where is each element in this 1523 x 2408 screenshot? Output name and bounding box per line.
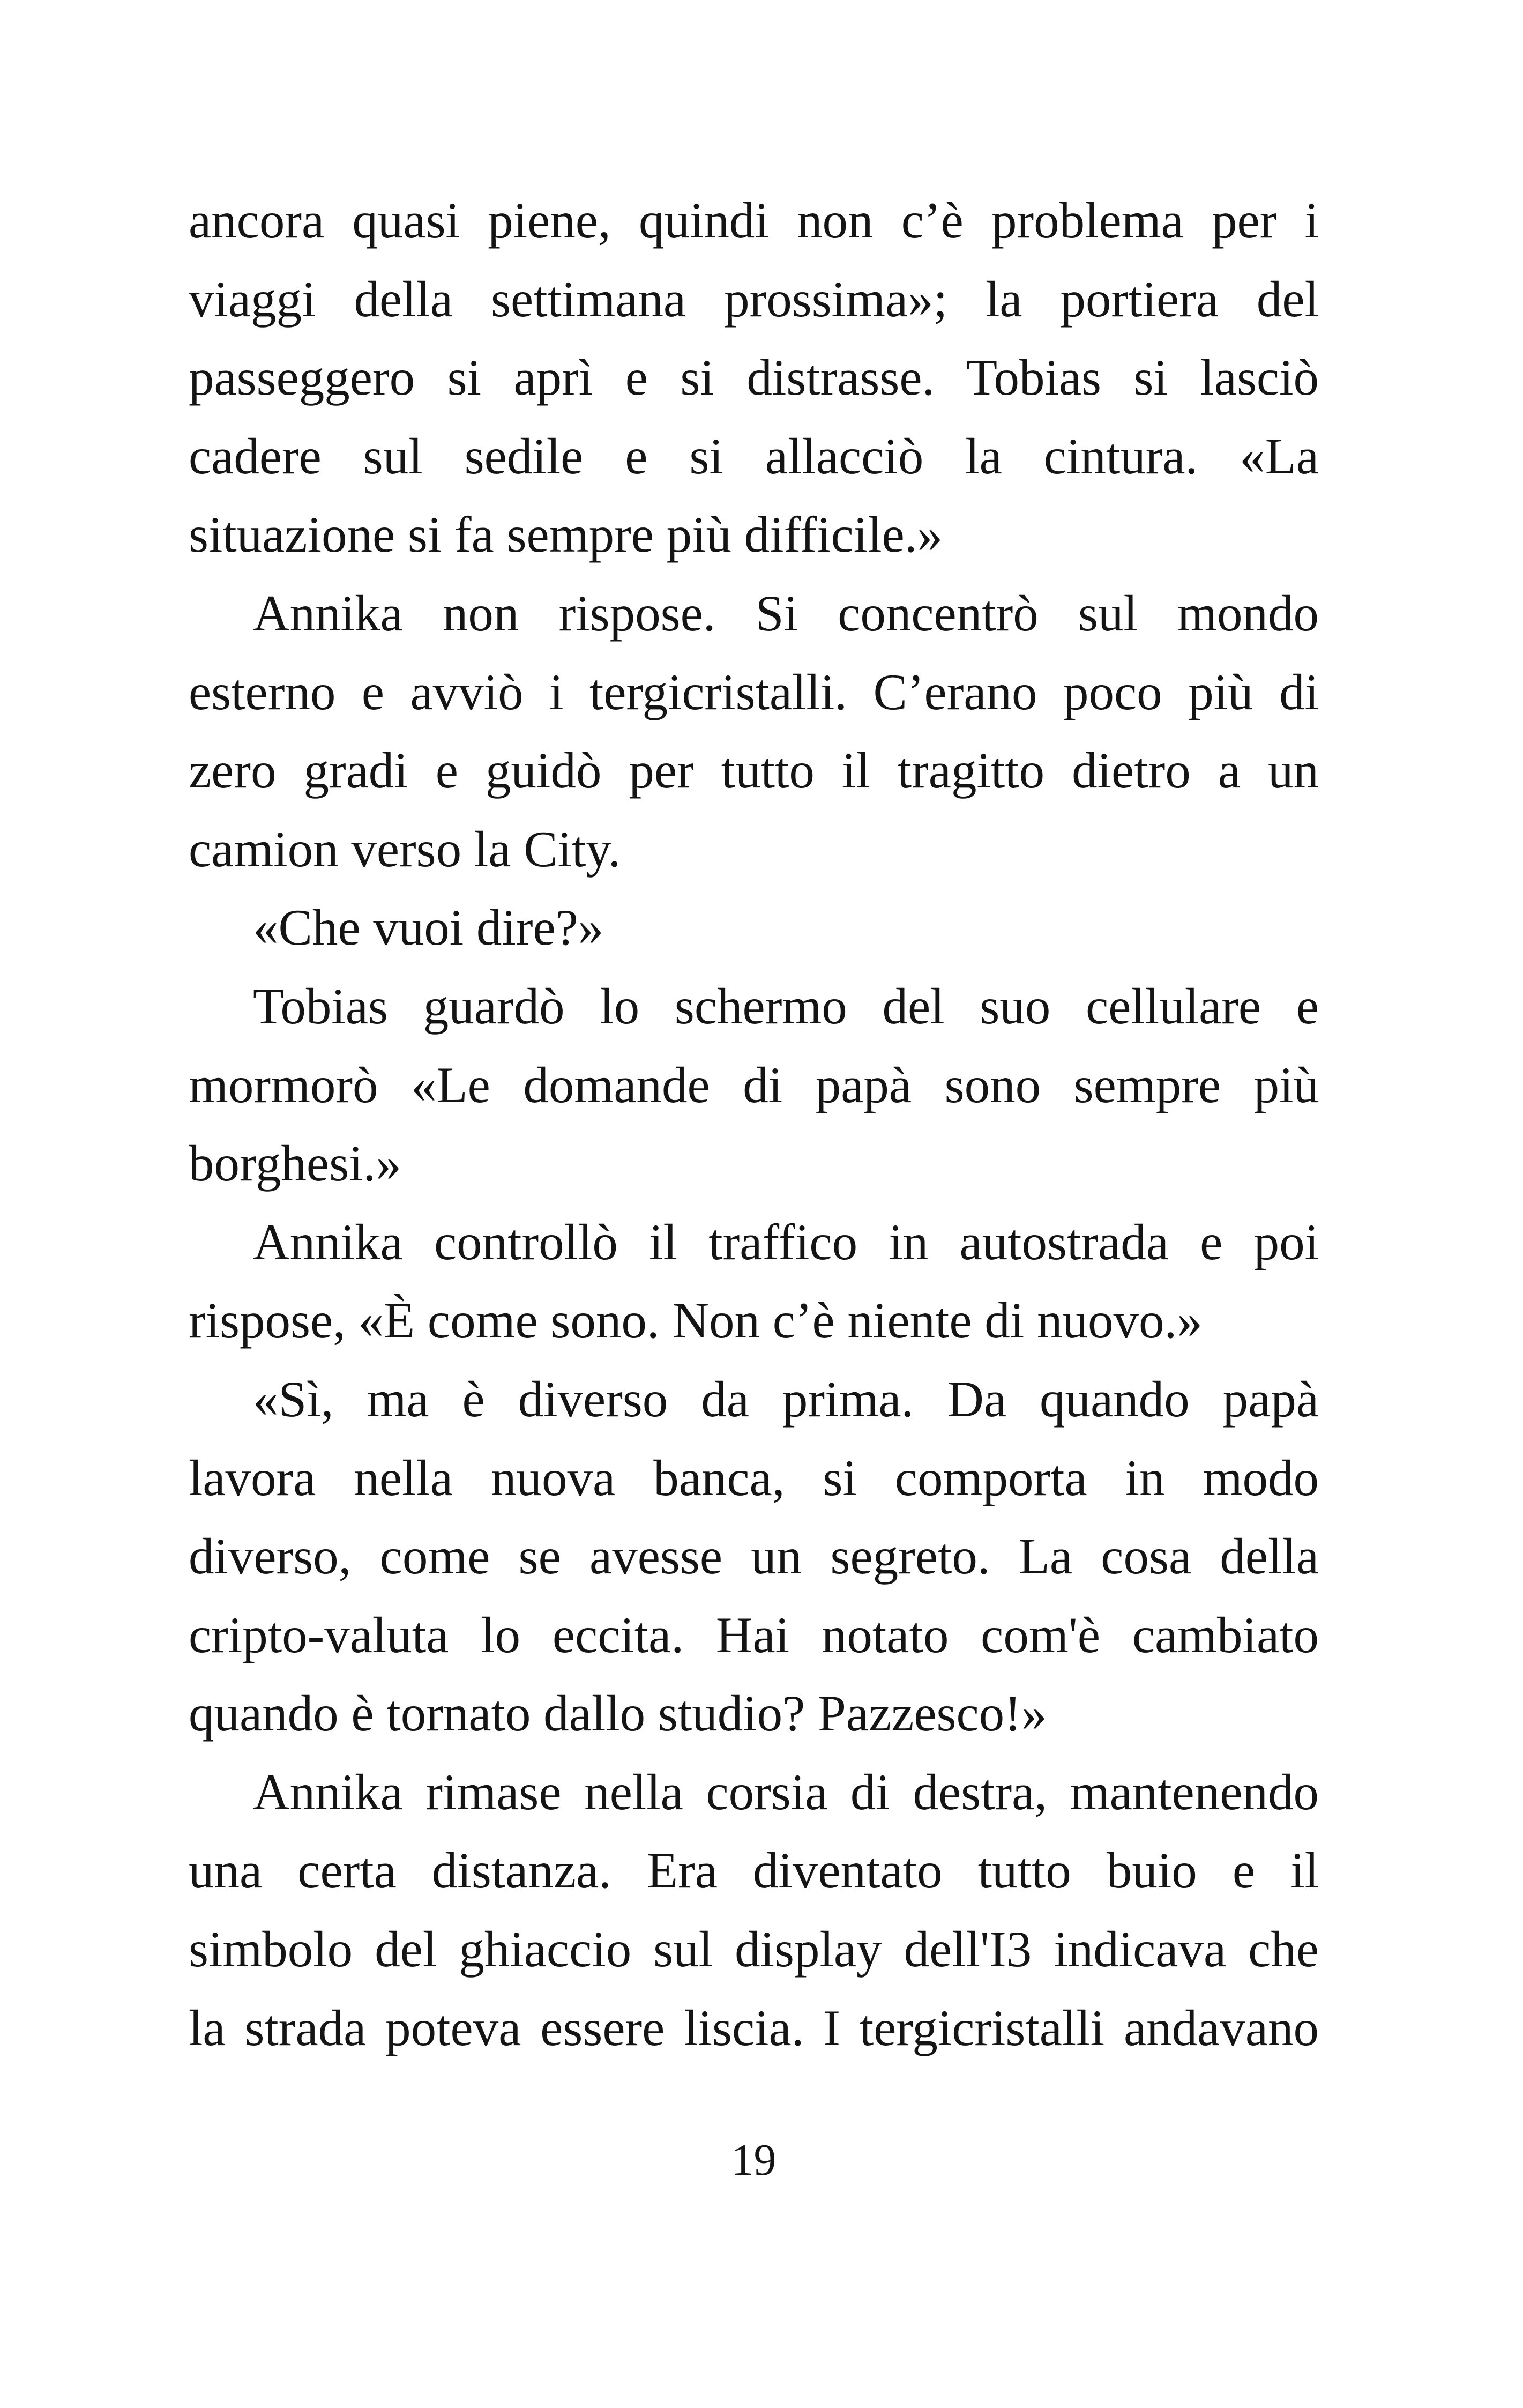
text-line: la strada poteva essere liscia. I tergicristalli andavano bbox=[189, 1999, 1319, 2056]
text-line: Annika non rispose. Si concentrò sul mondo bbox=[253, 584, 1319, 642]
text-line: una certa distanza. Era diventato tutto buio e il bbox=[189, 1842, 1319, 1899]
text-line: simbolo del ghiaccio sul display dell'I3 indicava che bbox=[189, 1921, 1319, 1978]
page-number: 19 bbox=[731, 2135, 777, 2185]
text-line: passeggero si aprì e si distrasse. Tobias si lasciò bbox=[189, 349, 1319, 406]
text-line: esterno e avviò i tergicristalli. C’erano poco più di bbox=[189, 663, 1319, 720]
text-line: «Che vuoi dire?» bbox=[253, 899, 604, 956]
text-line: ancora quasi piene, quindi non c’è problema per i bbox=[189, 192, 1319, 249]
paragraph bbox=[189, 1753, 1319, 2067]
text-line: camion verso la City. bbox=[189, 820, 621, 878]
text-line: mormorò «Le domande di papà sono sempre più bbox=[189, 1056, 1319, 1113]
text-line: viaggi della settimana prossima»; la portiera del bbox=[189, 270, 1319, 328]
text-line: Tobias guardò lo schermo del suo cellulare e bbox=[253, 977, 1319, 1035]
paragraph bbox=[189, 888, 1319, 967]
paragraph bbox=[189, 967, 1319, 1203]
paragraph bbox=[189, 574, 1319, 888]
text-line: Annika rimase nella corsia di destra, mantenendo bbox=[253, 1763, 1319, 1820]
text-line: cadere sul sedile e si allacciò la cintura. «La bbox=[189, 427, 1319, 485]
page-body-text bbox=[189, 181, 1319, 2067]
paragraph bbox=[189, 1203, 1319, 1360]
text-line: «Sì, ma è diverso da prima. Da quando papà bbox=[253, 1370, 1319, 1428]
text-line: quando è tornato dallo studio? Pazzesco!» bbox=[189, 1685, 1047, 1742]
text-line: Annika controllò il traffico in autostrada e poi bbox=[253, 1213, 1319, 1270]
text-line: situazione si fa sempre più difficile.» bbox=[189, 506, 943, 563]
text-line: rispose, «È come sono. Non c’è niente di nuovo.» bbox=[189, 1292, 1203, 1349]
text-line: borghesi.» bbox=[189, 1135, 401, 1192]
text-line: lavora nella nuova banca, si comporta in modo bbox=[189, 1449, 1319, 1506]
paragraph bbox=[189, 1360, 1319, 1753]
text-line: diverso, come se avesse un segreto. La cosa della bbox=[189, 1528, 1319, 1585]
text-line: cripto-valuta lo eccita. Hai notato com'è cambiato bbox=[189, 1606, 1319, 1663]
paragraph bbox=[189, 181, 1319, 574]
text-line: zero gradi e guidò per tutto il tragitto dietro a un bbox=[189, 742, 1319, 799]
